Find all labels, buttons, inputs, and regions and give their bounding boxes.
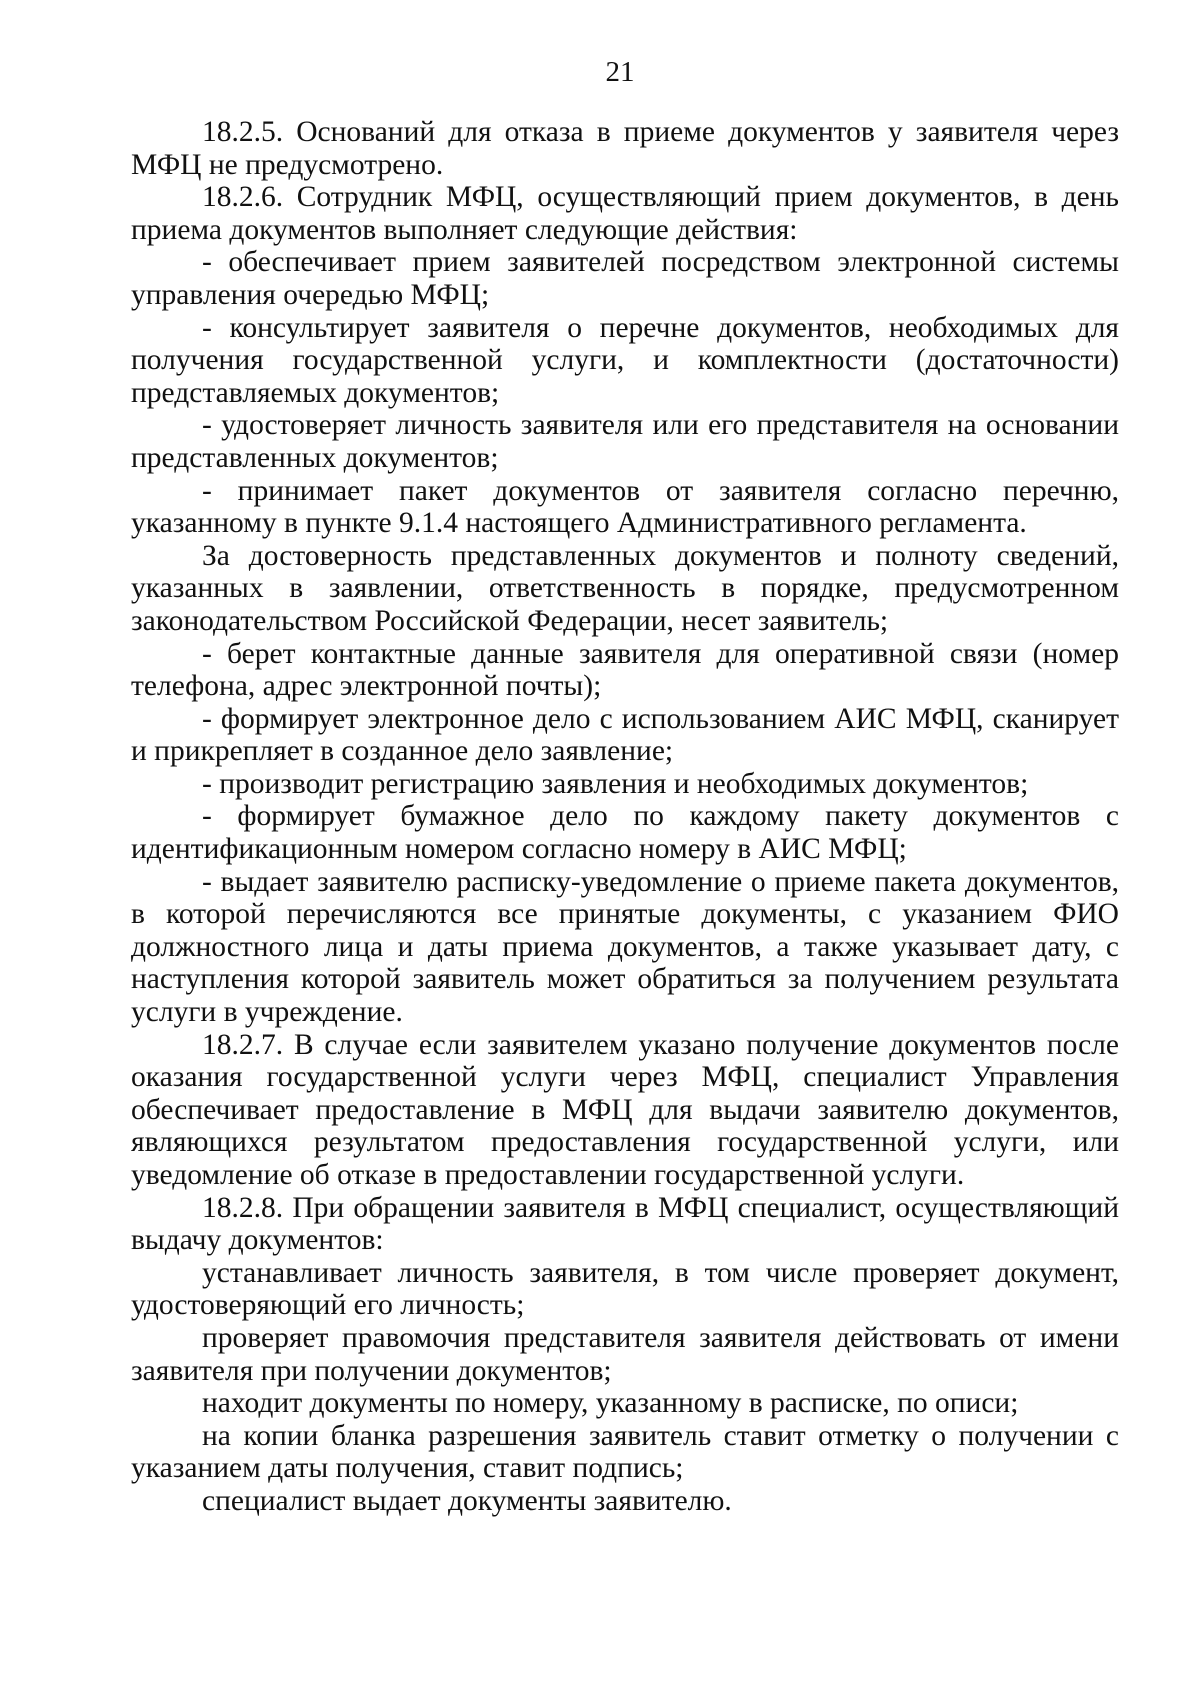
list-item-paper-case: - формирует бумажное дело по каждому пакету документов с идентификационным номером согласно номеру в АИС МФЦ; (131, 800, 1119, 866)
step-find-documents: находит документы по номеру, указанному в расписке, по описи; (202, 1387, 1019, 1420)
page-number: 21 (605, 56, 635, 88)
paragraph-18-2-6: 18.2.6. Сотрудник МФЦ, осуществляющий прием документов, в день приема документов выполняет следующие действия: (131, 181, 1119, 246)
step-issue-documents: специалист выдает документы заявителю. (202, 1484, 732, 1517)
list-item-registration: - производит регистрацию заявления и необходимых документов; (202, 767, 1029, 800)
list-item-consult: - консультирует заявителя о перечне документов, необходимых для получения государственной услуги, и комплектности (достаточности) представляемых документов; (131, 311, 1119, 409)
paragraph-18-2-7: 18.2.7. В случае если заявителем указано получение документов после оказания государственной услуги через МФЦ, специалист Управления обеспечивает предоставление в МФЦ для выдачи заявителю документов, являющихся результатом предоставления государственной услуги, или уведомление об отказе в предоставлении государственной услуги. (131, 1028, 1119, 1191)
list-item-queue: - обеспечивает прием заявителей посредством электронной системы управления очередью МФЦ; (131, 246, 1119, 311)
step-signature: на копии бланка разрешения заявитель ставит отметку о получении с указанием даты получения, ставит подпись; (131, 1419, 1119, 1485)
paragraph-18-2-8: 18.2.8. При обращении заявителя в МФЦ специалист, осуществляющий выдачу документов: (131, 1191, 1119, 1257)
list-item-electronic-case: - формирует электронное дело с использованием АИС МФЦ, сканирует и прикрепляет в созданное дело заявление; (131, 702, 1119, 768)
list-item-accept-package: - принимает пакет документов от заявителя согласно перечню, указанному в пункте 9.1.4 настоящего Административного регламента. (131, 474, 1119, 540)
paragraph-responsibility: За достоверность представленных документов и полноту сведений, указанных в заявлении, ответственность в порядке, предусмотренном законодательством Российской Федерации, несет заявитель; (131, 539, 1119, 637)
paragraph-18-2-5: 18.2.5. Оснований для отказа в приеме документов у заявителя через МФЦ не предусмотрено. (131, 116, 1119, 181)
document-body (131, 116, 1119, 1518)
list-item-contacts: - берет контактные данные заявителя для оперативной связи (номер телефона, адрес электронной почты); (131, 637, 1119, 703)
step-verify-identity: устанавливает личность заявителя, в том числе проверяет документ, удостоверяющий его личность; (131, 1256, 1119, 1322)
list-item-identity: - удостоверяет личность заявителя или его представителя на основании представленных документов; (131, 409, 1119, 474)
list-item-receipt: - выдает заявителю расписку-уведомление о приеме пакета документов, в которой перечисляются все принятые документы, с указанием ФИО должностного лица и даты приема документов, а также указывает дату, с наступления которой заявитель может обратиться за получением результата услуги в учреждение. (131, 865, 1119, 1029)
step-verify-authority: проверяет правомочия представителя заявителя действовать от имени заявителя при получении документов; (131, 1321, 1119, 1387)
